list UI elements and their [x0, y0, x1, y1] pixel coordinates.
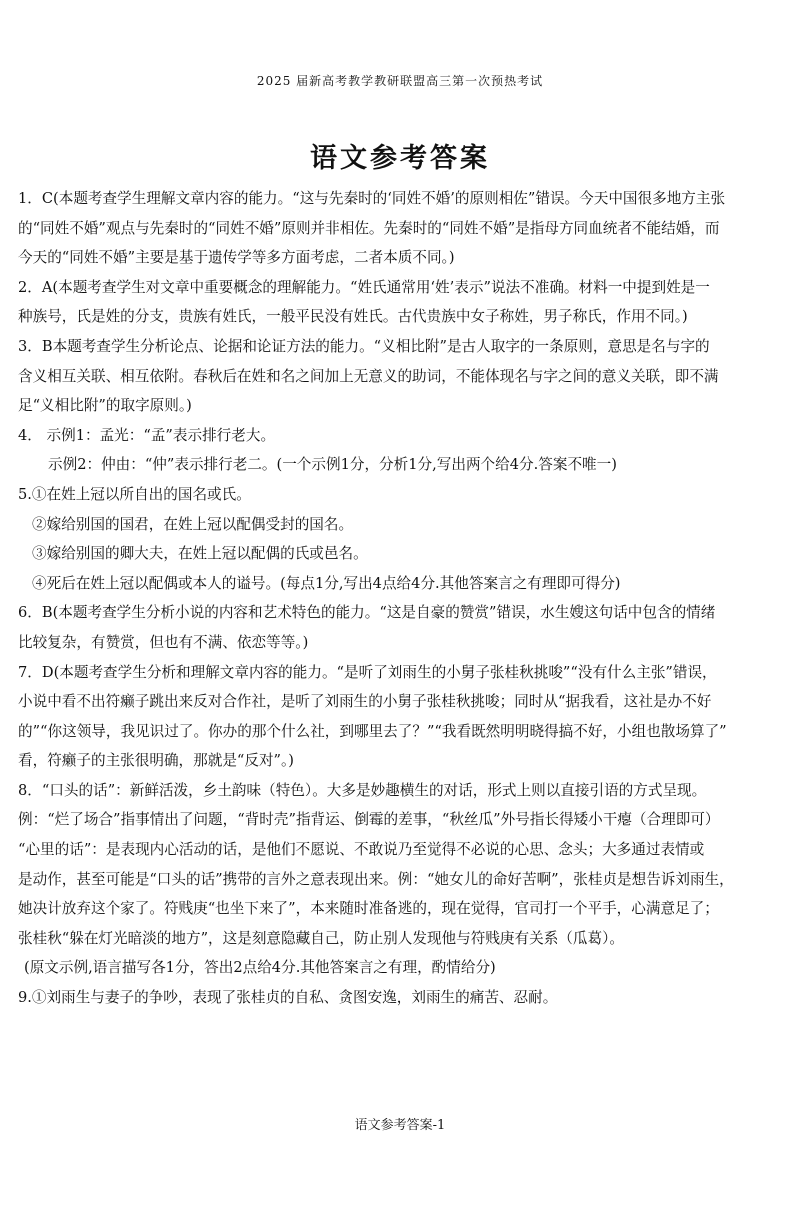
- answer-8-line-6: 张桂秋“躲在灯光暗淡的地方”，这是刻意隐藏自己，防止别人发现他与符贱庚有关系（瓜葛）。: [18, 929, 624, 947]
- answer-8-line-3: “心里的话”：是表现内心活动的话，是他们不愿说、不敢说乃至觉得不必说的心思、念头；大多通过表情或: [18, 841, 705, 859]
- answer-1-line-3: 今天的“同姓不婚”主要是基于遗传学等多方面考虑，二者本质不同。): [18, 249, 455, 267]
- answer-8-line-2: 例：“烂了场合”指事情出了问题，“背时壳”指背运、倒霉的差事，“秋丝瓜”外号指长得矮小干瘪（合理即可）: [18, 811, 720, 829]
- answer-3-line-2: 含义相互关联、相互依附。春秋后在姓和名之间加上无意义的助词，不能体现名与字之间的意义关联，即不满: [18, 367, 719, 385]
- answer-4-line-1: 4． 示例1：孟光：“孟”表示排行老大。: [18, 426, 276, 444]
- answer-1-line-1: 1．C(本题考查学生理解文章内容的能力。“这与先秦时的‘同姓不婚’的原则相佐”错误。今天中国很多地方主张: [18, 190, 726, 207]
- answer-5-line-3: ③嫁给别国的卿大夫，在姓上冠以配偶的氏或邑名。: [32, 545, 368, 563]
- answer-2-line-1: 2．A(本题考查学生对文章中重要概念的理解能力。“姓氏通常用‘姓’表示”说法不准确。材料一中提到姓是一: [18, 278, 710, 296]
- page-footer: 语文参考答案-1: [354, 1118, 446, 1133]
- answer-3-line-3: 足“义相比附”的取字原则。): [18, 397, 192, 415]
- answer-3-line-1: 3．B本题考查学生分析论点、论据和论证方法的能力。“义相比附”是古人取字的一条原则，意思是名与字的: [18, 337, 710, 355]
- answer-7-line-1: 7．D(本题考查学生分析和理解文章内容的能力。“是听了刘雨生的小舅子张桂秋挑唆”“没有什么主张”错误，: [18, 663, 717, 681]
- answer-7-line-4: 看，符癞子的主张很明确，那就是“反对”。): [18, 752, 295, 770]
- answer-8-line-1: 8．“口头的话”：新鲜活泼，乡土韵味（特色）。大多是妙趣横生的对话，形式上则以直接引语的方式呈现。: [18, 781, 707, 799]
- answer-8-line-7: (原文示例,语言描写各1分，答出2点给4分.其他答案言之有理，酌情给分): [24, 959, 496, 977]
- answer-5-line-4: ④死后在姓上冠以配偶或本人的谥号。(每点1分,写出4点给4分.其他答案言之有理即可得分): [32, 574, 621, 592]
- answer-6-line-1: 6．B(本题考查学生分析小说的内容和艺术特色的能力。“这是自豪的赞赏”错误，水生嫂这句话中包含的情绪: [18, 604, 716, 622]
- answer-5-line-2: ②嫁给别国的国君，在姓上冠以配偶受封的国名。: [32, 515, 354, 533]
- answer-8-line-5: 她决计放弃这个家了。符贱庚“也坐下来了”，本来随时准备逃的，现在觉得，官司打一个平手，心满意足了；: [18, 900, 719, 918]
- answer-4-line-2: 示例2：仲由：“仲”表示排行老二。(一个示例1分，分析1分,写出两个给4分.答案不唯一): [48, 456, 617, 474]
- answer-1-line-2: 的“同姓不婚”观点与先秦时的“同姓不婚”原则并非相佐。先秦时的“同姓不婚”是指母方同血统者不能结婚，而: [18, 219, 720, 237]
- answer-body: [18, 184, 786, 1013]
- answer-7-line-2: 小说中看不出符癞子跳出来反对合作社，是听了刘雨生的小舅子张桂秋挑唆；同时从“据我看，这社是办不好: [18, 693, 712, 711]
- answer-2-line-2: 种族号，氏是姓的分支，贵族有姓氏，一般平民没有姓氏。古代贵族中女子称姓，男子称氏，作用不同。): [18, 308, 688, 326]
- answer-8-line-4: 是动作，甚至可能是“口头的话”携带的言外之意表现出来。例：“她女儿的命好苦啊”，张桂贞是想告诉刘雨生，: [18, 870, 734, 888]
- answer-6-line-2: 比较复杂，有赞赏，但也有不满、依恋等等。): [18, 633, 309, 651]
- answer-5-line-1: 5.①在姓上冠以所自出的国名或氏。: [18, 485, 251, 503]
- page-title: 2025 届新高考教学教研联盟高三第一次预热考试: [256, 74, 544, 88]
- answer-9-line-1: 9.①刘雨生与妻子的争吵，表现了张桂贞的自私、贪图安逸，刘雨生的痛苦、忍耐。: [18, 989, 558, 1007]
- page-subtitle: 语文参考答案: [310, 143, 490, 174]
- answer-7-line-3: 的”“你这领导，我见识过了。你办的那个什么社，到哪里去了？”“我看既然明明晓得搞不好，小组也散场算了”: [18, 722, 727, 740]
